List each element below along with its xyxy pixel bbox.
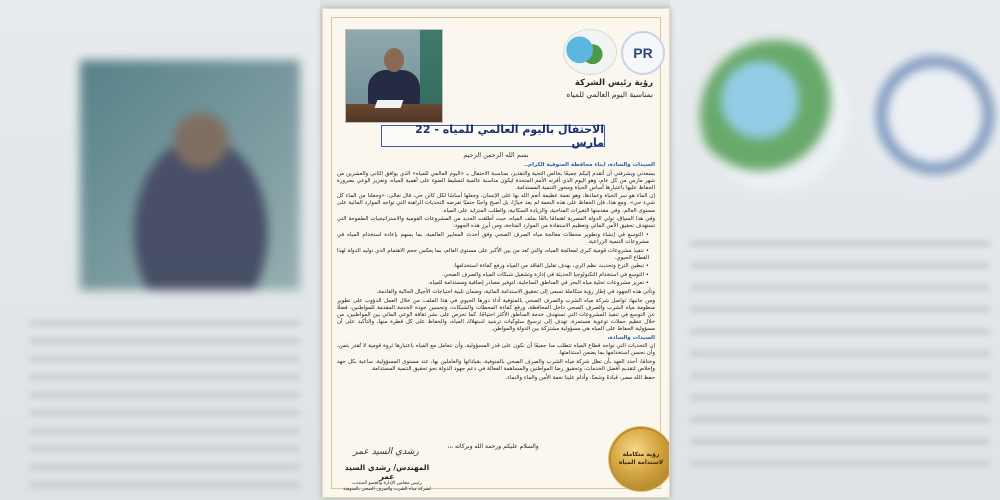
bullet-item: • تنفيذ مشروعات قومية كبرى لمعالجة المياه، والتي تُعد من بين الأكبر على مستوى العالم، بما يعكس حجم الاهتمام الذي توليه الدولة لهذا القطاع الحيوي. bbox=[337, 247, 649, 261]
paragraph: وتأتي هذه الجهود في إطار رؤية متكاملة تسعى إلى تحقيق الاستدامة المائية، وضمان تلبية احتياجات الأجيال الحالية والقادمة. bbox=[376, 289, 655, 295]
paragraph: إن التحديات التي تواجه قطاع المياه تتطلب منا جميعًا أن نكون على قدر المسؤولية، وأن نتعامل مع المياه باعتبارها ثروة قومية لا تُقدر بثمن، وأن نحسن استخدامها بما يضمن استدامتها. bbox=[337, 343, 655, 357]
blurred-text bbox=[30, 320, 300, 490]
bullet-item: • التوسع في إنشاء وتطوير محطات معالجة مياه الصرف الصحي وفق أحدث المعايير العالمية، بما يسهم بإعادة استخدام المياه في مشروعات التنمية الزراعية. bbox=[337, 231, 649, 245]
bullet-item: • التوسع في استخدام التكنولوجيا الحديثة في إدارة وتشغيل شبكات المياه والصرف الصحي. bbox=[441, 271, 649, 278]
seal-line2: لاستدامة المياه bbox=[618, 459, 664, 466]
closing-salutation: والسلام عليكم ورحمة الله وبركاته ،،، bbox=[447, 443, 539, 450]
body-text bbox=[337, 162, 655, 434]
background-blur-right bbox=[670, 0, 1000, 500]
bullet-item: • تبطين الترع وتحديث نظم الري، بهدف تقليل الفاقد من المياه ورفع كفاءة استخدامها. bbox=[453, 263, 649, 270]
pr-logo bbox=[621, 31, 665, 75]
vision-line1: رؤية رئيس الشركة bbox=[574, 78, 653, 88]
paragraph: يسعدني ويشرفني أن أتقدم إليكم جميعًا بخالص التحية والتقدير، بمناسبة الاحتفال بـ «اليوم العالمي للمياه» الذي يوافق الثاني والعشرين من شهر مارس من كل عام، وهو اليوم الذي أقرته الأمم المتحدة ليكون مناسبة عالمية لتسليط الضوء على أهمية المياه، وتعزيز الوعي بضرورة الحفاظ عليها باعتبارها أساس الحياة ومحور التنمية المستدامة. bbox=[337, 170, 655, 191]
signer-block bbox=[337, 463, 437, 492]
paragraph: حفظ الله مصر، قيادةً وشعبًا، وأدام علينا نعمة الأمن والماء والنماء. bbox=[505, 374, 655, 381]
vision-heading bbox=[483, 77, 653, 101]
vision-line2: بمناسبة اليوم العالمي للمياه bbox=[566, 90, 653, 99]
handwritten-signature: رشدي السيد عمر bbox=[353, 447, 419, 457]
blurred-text bbox=[690, 240, 990, 480]
blurred-photo bbox=[80, 60, 300, 290]
paragraph: وفي هذا السياق، تولي الدولة المصرية اهتمامًا بالغًا بملف المياه، حيث أطلقت العديد من المشروعات القومية والاستراتيجيات الطموحة التي تستهدف تحقيق الأمن المائي وتعظيم الاستفادة من الموارد المتاحة، ومن أبرز هذه الجهود: bbox=[337, 216, 655, 230]
seal-line1: رؤية متكاملة bbox=[622, 451, 660, 458]
paragraph: إن الماء هو سر الحياة وعمادها، وهو نعمة عظيمة أنعم الله بها على الإنسان، وجعلها أساسًا لكل كائن حي، قال تعالى: «وجعلنا من الماء كل شيء حي». ومع هذا، فإن الحفاظ على هذه النعمة لم يعد خيارًا، بل أصبح واجبًا حتميًا تفرضه التحديات الراهنة التي تواجه الموارد المائية على مستوى العالم، وفي مقدمتها التغيرات المناخية، والزيادة السكانية، والطلب المتزايد على المياه. bbox=[337, 193, 655, 214]
signer-name: المهندس/ رشدي السيد عمر bbox=[344, 463, 430, 481]
paragraph: ومن جانبها، تواصل شركة مياه الشرب والصرف الصحي بالمنوفية أداء دورها الحيوي في هذا الملف، من خلال العمل الدؤوب على تطوير منظومة مياه الشرب والصرف الصحي داخل المحافظة، ورفع كفاءة المحطات والشبكات، وتحسين جودة الخدمة المقدمة للمواطنين، فضلًا عن التوسع في تنفيذ المشروعات التي تستهدف خدمة المناطق الأكثر احتياجًا. كما تحرص على نشر ثقافة الوعي المائي بين المواطنين، من خلال تنظيم حملات توعوية مستمرة، تهدف إلى ترسيخ سلوكيات ترشيد استهلاك المياه، والحفاظ على كل قطرة منها، والتأكيد على أن مسؤولية الحفاظ على المياه هي مسؤولية مشتركة بين الدولة والمواطن. bbox=[337, 297, 655, 332]
section-heading: السيدات والسادة، bbox=[607, 334, 655, 341]
signer-company: لشركة مياه الشرب والصرف الصحي بالمنوفية bbox=[343, 486, 431, 492]
background-blur-left bbox=[0, 0, 320, 500]
chairman-photo bbox=[345, 29, 443, 123]
blurred-logo bbox=[860, 40, 1000, 190]
water-company-logo bbox=[563, 29, 617, 75]
basmala: بسم الله الرحمن الرحيم bbox=[463, 151, 529, 159]
bullet-item: • تعزيز مشروعات تحلية مياه البحر في المناطق الساحلية، لتوفير مصادر إضافية ومستدامة للمياه. bbox=[427, 280, 649, 287]
title-text: الاحتفال باليوم العالمي للمياه - 22 مارس bbox=[415, 123, 604, 149]
signer-role: رئيس مجلس الإدارة والعضو المنتدب bbox=[352, 481, 422, 486]
pr-logo-text: PR bbox=[633, 45, 653, 61]
greeting: السيدات والسادة، أبناء محافظة المنوفية الكرام.. bbox=[523, 162, 655, 168]
document-sheet bbox=[322, 8, 670, 498]
paragraph: وختامًا، أجدد العهد بأن تظل شركة مياه الشرب والصرف الصحي بالمنوفية، بقياداتها والعاملين بها، عند مستوى المسؤولية، ساعية بكل جهد وإخلاص لتقديم أفضل الخدمات، وتحقيق رضا المواطنين والمساهمة الفعالة في دعم جهود الدولة نحو تحقيق التنمية المستدامة. bbox=[337, 358, 655, 372]
blurred-logo bbox=[700, 40, 850, 190]
document-title bbox=[381, 125, 605, 147]
gold-seal bbox=[611, 429, 670, 489]
